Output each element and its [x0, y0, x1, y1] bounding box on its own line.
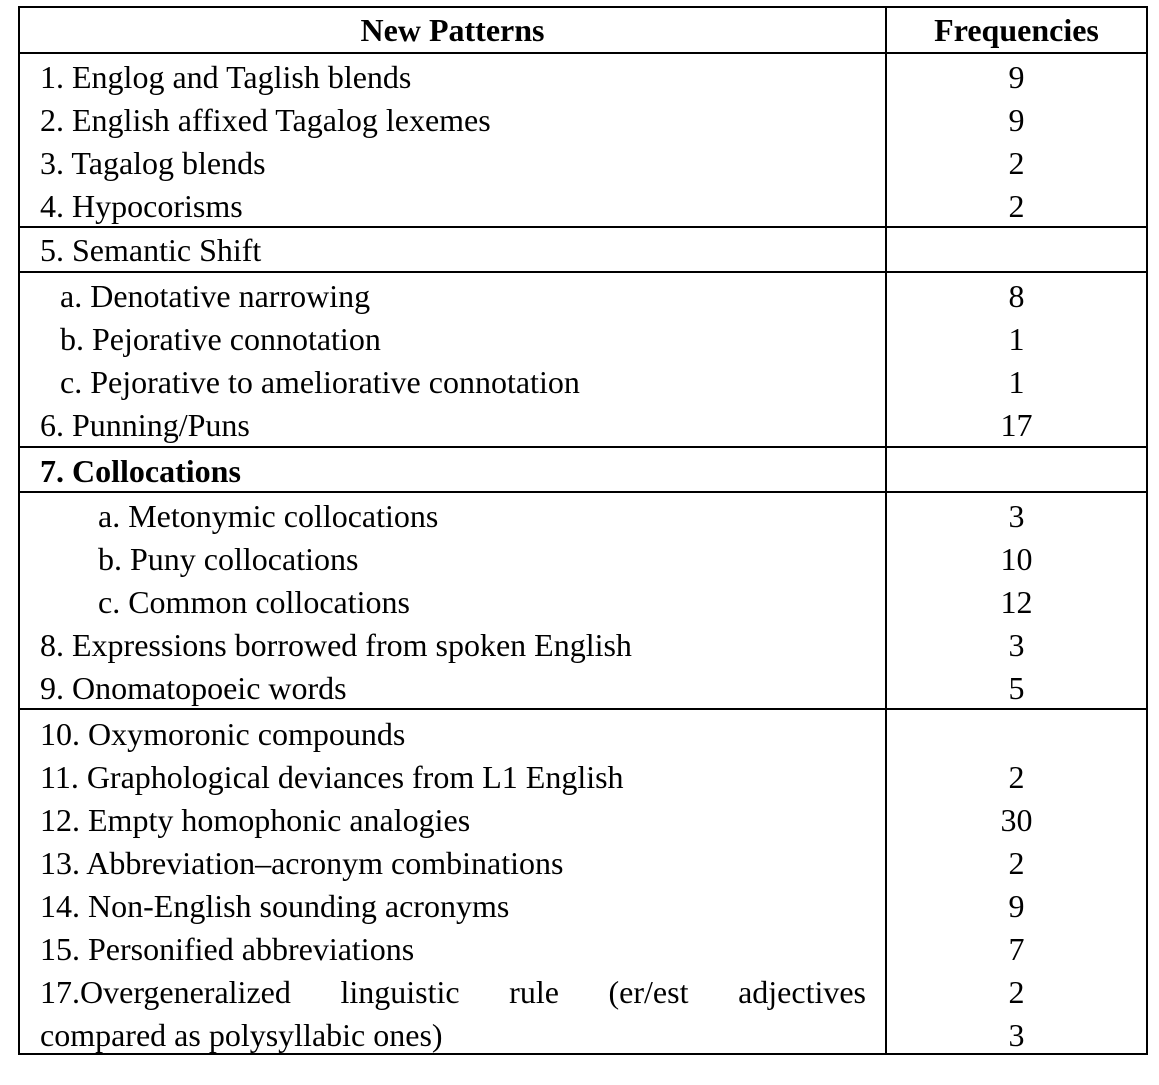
row-freq: 1: [1008, 364, 1025, 400]
row-freq: 3: [1008, 627, 1025, 663]
row-freq: 1: [1008, 321, 1025, 357]
row-label: 6. Punning/Puns: [40, 407, 250, 443]
section-rule: [20, 708, 1146, 710]
row-label: 15. Personified abbreviations: [40, 931, 415, 967]
row-label: a. Metonymic collocations: [98, 498, 439, 534]
header-rule: [20, 52, 1146, 54]
row-label: 5. Semantic Shift: [40, 232, 262, 268]
section-rule: [20, 271, 1146, 273]
row-label: c. Common collocations: [98, 584, 410, 620]
header-frequencies: Frequencies: [934, 12, 1099, 48]
row-label: 4. Hypocorisms: [40, 188, 243, 224]
row-freq: 2: [1008, 759, 1025, 795]
patterns-table: [18, 6, 1148, 1055]
row-freq: 3: [1008, 498, 1025, 534]
row-freq: 9: [1008, 59, 1025, 95]
row-label: 12. Empty homophonic analogies: [40, 802, 471, 838]
row-freq: 2: [1008, 845, 1025, 881]
row-label: b. Puny collocations: [98, 541, 359, 577]
row-freq: 3: [1008, 1017, 1025, 1053]
row-label: c. Pejorative to ameliorative connotation: [60, 364, 580, 400]
row-label: 10. Oxymoronic compounds: [40, 716, 406, 752]
row-label: 8. Expressions borrowed from spoken English: [40, 627, 632, 663]
section-rule: [20, 491, 1146, 493]
row-label: 13. Abbreviation–acronym combinations: [40, 845, 564, 881]
row-freq: 17: [1000, 407, 1033, 443]
row-label: 1. Englog and Taglish blends: [40, 59, 412, 95]
row-label: b. Pejorative connotation: [60, 321, 381, 357]
row-freq: 2: [1008, 974, 1025, 1010]
row-freq: 8: [1008, 278, 1025, 314]
row-freq: 12: [1000, 584, 1033, 620]
row-label: 14. Non-English sounding acronyms: [40, 888, 510, 924]
row-label: a. Denotative narrowing: [60, 278, 371, 314]
row-label: 9. Onomatopoeic words: [40, 670, 347, 706]
section-rule: [20, 446, 1146, 448]
row-label: 2. English affixed Tagalog lexemes: [40, 102, 491, 138]
row-label: 17.Overgeneralized linguistic rule (er/est adjectives: [40, 974, 866, 1010]
row-label: 3. Tagalog blends: [40, 145, 266, 181]
row-freq: 2: [1008, 188, 1025, 224]
section-rule: [20, 226, 1146, 228]
row-freq: 2: [1008, 145, 1025, 181]
row-label: compared as polysyllabic ones): [40, 1017, 443, 1053]
row-freq: 9: [1008, 102, 1025, 138]
row-label: 11. Graphological deviances from L1 English: [40, 759, 624, 795]
row-freq: 10: [1000, 541, 1033, 577]
row-freq: 7: [1008, 931, 1025, 967]
row-freq: 9: [1008, 888, 1025, 924]
row-label: 7. Collocations: [40, 453, 241, 489]
row-freq: 5: [1008, 670, 1025, 706]
header-new-patterns: New Patterns: [360, 12, 545, 48]
row-freq: 30: [1000, 802, 1033, 838]
